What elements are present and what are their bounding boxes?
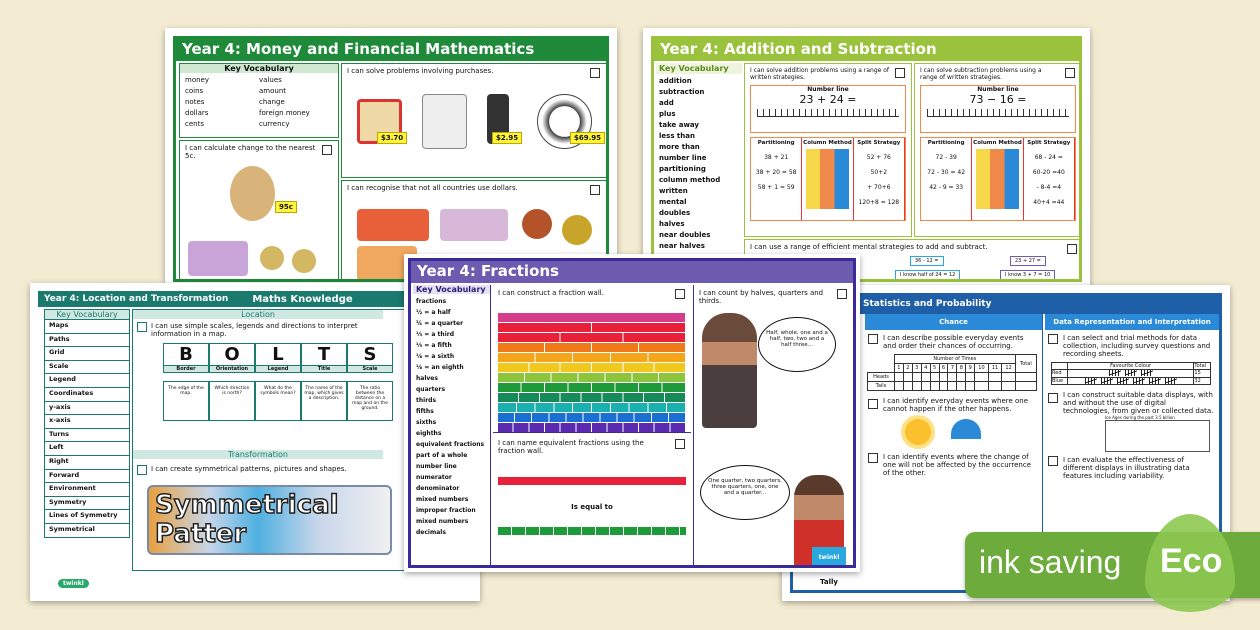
vocab-item: halves: [416, 375, 438, 382]
bolts-description: Which direction is north?: [209, 381, 255, 421]
vocab-item: doubles: [659, 209, 691, 217]
bolts-column: [347, 343, 393, 421]
bolts-description: What do the symbols mean?: [255, 381, 301, 421]
column-method-chart: [806, 149, 848, 209]
bolts-letter: S: [347, 343, 393, 365]
vocab-item: number line: [416, 463, 457, 470]
vocab-item: near halves: [659, 242, 705, 250]
tally-marks: [1067, 370, 1194, 378]
checkbox[interactable]: [1067, 244, 1077, 254]
vocab-item: partitioning: [659, 165, 706, 173]
goal-text: I can describe possible everyday events and order their chances of occurring.: [883, 334, 1024, 350]
bolts-word: Legend: [255, 365, 301, 373]
vocab-item: ⅙ = a sixth: [416, 353, 455, 360]
vocab-item: y-axis: [45, 401, 129, 415]
vocab-title: Key Vocabulary: [45, 310, 129, 319]
vocab-list: [180, 73, 338, 132]
bolts-column: [209, 343, 255, 421]
vocab-item: change: [259, 98, 285, 106]
vocab-item: currency: [259, 120, 290, 128]
equal-label: Is equal to: [571, 503, 613, 511]
goal-text: I can identify events where the change of one will not be affected by the occurrence of the other.: [883, 453, 1032, 477]
number-line-box: [920, 85, 1076, 133]
worksheet-title: Year 4: Money and Financial Mathematics: [176, 39, 606, 61]
vocab-item: thirds: [416, 397, 437, 404]
vocab-title: Key Vocabulary: [180, 64, 338, 73]
vocab-item: less than: [659, 132, 695, 140]
number-line-box: [750, 85, 906, 133]
calculation: 60-20 =40: [1032, 169, 1065, 176]
tally-label: Tally: [820, 578, 838, 586]
methods-row: [920, 137, 1076, 221]
vocab-title: Key Vocabulary: [656, 63, 742, 74]
number-line: [757, 109, 899, 117]
fraction-wall-row: [498, 393, 686, 402]
checkbox[interactable]: [675, 289, 685, 299]
worksheet-title: Year 4: Addition and Subtraction: [654, 39, 1079, 61]
vocab-item: fifths: [416, 408, 434, 415]
twinkl-badge: twinkl: [812, 547, 846, 568]
vocab-title: Key Vocabulary: [413, 285, 490, 294]
vocab-item: amount: [259, 87, 287, 95]
goal-text: I can use simple scales, legends and directions to interpret information in a map.: [151, 322, 358, 338]
fraction-wall-row: [498, 413, 686, 422]
method-column: [802, 138, 853, 220]
fraction-wall-row: [498, 343, 686, 352]
calculation: 42 - 9 = 33: [929, 184, 964, 191]
vocab-item: Maps: [45, 319, 129, 333]
fraction-wall-row: [498, 373, 686, 382]
goal-text: I can calculate change to the nearest 5c.: [185, 144, 316, 160]
bolts-description: The edge of the map.: [163, 381, 209, 421]
method-title: Split Strategy: [1027, 140, 1071, 146]
vocab-item: decimals: [416, 529, 446, 536]
vocab-item: halves: [659, 220, 685, 228]
fraction-wall-row: [498, 333, 686, 342]
vocab-item: sixths: [416, 419, 437, 426]
umbrella-icon: [951, 419, 981, 439]
speech-bubble: One quarter, two quarters, three quarters, one, one and a quarter...: [700, 465, 790, 520]
bolts-column: [255, 343, 301, 421]
vocab-item: denominator: [416, 485, 460, 492]
tally-marks: [1067, 377, 1194, 385]
vocab-item: addition: [659, 77, 692, 85]
bolts-word: Border: [163, 365, 209, 373]
goal-text: I can construct a fraction wall.: [498, 289, 604, 297]
method-column: [1024, 138, 1075, 220]
fraction-wall-row: [498, 383, 686, 392]
method-column: [921, 138, 972, 220]
bolts-description: The ratio between the distance on a map and on the ground.: [347, 381, 393, 421]
calculation: 120+8 = 128: [858, 199, 900, 206]
strategy-panel: [914, 63, 1082, 237]
vocab-item: more than: [659, 143, 700, 151]
method-title: Column Method: [973, 140, 1022, 146]
column-heading: Chance: [865, 314, 1042, 330]
ink-saving-eco-badge: [965, 532, 1260, 598]
vocab-item: number line: [659, 154, 707, 162]
worksheet-title: Year 4: Location and Transformation: [44, 294, 229, 304]
bolts-description: The name of the map, which gives a description.: [301, 381, 347, 421]
number-line-label: Number line: [807, 86, 849, 93]
lion-image: [230, 166, 275, 221]
mental-box: I know 3 + 7 = 10: [1000, 270, 1055, 280]
vocab-item: Symmetry: [45, 496, 129, 510]
fraction-wall-row: [498, 423, 686, 432]
vocab-item: add: [659, 99, 674, 107]
bolts-column: [163, 343, 209, 421]
method-title: Column Method: [803, 140, 852, 146]
speech-bubble: Half, whole, one and a half, two, two and a half three...: [758, 317, 836, 372]
calculation: 38 + 20 = 58: [755, 169, 797, 176]
bolts-letter: B: [163, 343, 209, 365]
vocab-item: Coordinates: [45, 387, 129, 401]
number-line-label: Number line: [977, 86, 1019, 93]
vocab-item: mental: [659, 198, 687, 206]
vocab-item: coins: [185, 87, 204, 95]
vocab-item: ¼ = a quarter: [416, 320, 464, 327]
calculation: 50+2: [870, 169, 888, 176]
goal-text: I can solve problems involving purchases.: [347, 67, 494, 75]
vocab-item: Forward: [45, 469, 129, 483]
vocab-item: near doubles: [659, 231, 711, 239]
fraction-wall-row: [498, 313, 686, 322]
vocab-item: mixed numbers: [416, 518, 469, 525]
fraction-wall-row: [498, 403, 686, 412]
price-tag: 95c: [275, 201, 297, 213]
vocab-item: mixed numbers: [416, 496, 469, 503]
vocab-item: ½ = a half: [416, 309, 451, 316]
bolts-letter: L: [255, 343, 301, 365]
goal-text: I can evaluate the effectiveness of different displays in illustrating data features including variability.: [1063, 456, 1190, 480]
method-title: Split Strategy: [857, 140, 901, 146]
fraction-bar-thirds: [498, 477, 686, 485]
eco-text: ink saving: [979, 544, 1122, 580]
vocab-item: Legend: [45, 373, 129, 387]
vocab-list: [45, 319, 129, 537]
vocab-item: Lines of Symmetry: [45, 509, 129, 523]
fraction-wall: [498, 313, 686, 432]
vocab-item: Grid: [45, 346, 129, 360]
coin-image: [260, 246, 284, 270]
vocab-item: x-axis: [45, 414, 129, 428]
checkbox[interactable]: [590, 68, 600, 78]
checkbox[interactable]: [837, 289, 847, 299]
receipt-image: [422, 94, 467, 149]
goal-text: I can recognise that not all countries use dollars.: [347, 184, 518, 192]
vocab-item: fractions: [416, 298, 447, 305]
vocab-item: ⅕ = a fifth: [416, 342, 452, 349]
banner-text: Symmetrical Patter: [155, 490, 339, 549]
vocab-item: part of a whole: [416, 452, 468, 459]
addition-subtraction-worksheet[interactable]: [643, 28, 1090, 290]
worksheet-title: Year 4: Fractions: [411, 261, 853, 283]
vocab-item: cents: [185, 120, 204, 128]
vocab-item: take away: [659, 121, 699, 129]
strategy-panel: [744, 63, 912, 237]
calculation: 72 - 30 = 42: [927, 169, 966, 176]
vocab-item: Scale: [45, 360, 129, 374]
method-title: Partitioning: [757, 140, 795, 146]
method-column: [972, 138, 1023, 220]
vocab-item: plus: [659, 110, 676, 118]
banknote-image: [357, 209, 429, 241]
vocab-item: notes: [185, 98, 205, 106]
eco-label: Eco: [1160, 542, 1223, 580]
vocab-item: Left: [45, 441, 129, 455]
expression: 73 − 16 =: [969, 93, 1027, 106]
calculation: 72 - 39: [935, 154, 957, 161]
fraction-bar-twelfths: [498, 527, 686, 535]
number-line: [927, 109, 1069, 117]
checkbox[interactable]: [322, 145, 332, 155]
method-column: [854, 138, 905, 220]
bolts-word: Scale: [347, 365, 393, 373]
vocab-item: dollars: [185, 109, 209, 117]
goal-text: I can solve subtraction problems using a range of written strategies.: [920, 67, 1042, 81]
vocab-item: Right: [45, 455, 129, 469]
price-tag: $3.70: [377, 132, 407, 144]
coin-image: [562, 215, 592, 245]
bolts-column: [301, 343, 347, 421]
checkbox[interactable]: [895, 68, 905, 78]
vocab-item: foreign money: [259, 109, 310, 117]
calculation: 52 + 76: [866, 154, 891, 161]
price-tag: $2.95: [492, 132, 522, 144]
coin-image: [292, 249, 316, 273]
goal-text: I can construct suitable data displays, with and without the use of digital technologies, from given or collected data.: [1063, 391, 1214, 415]
vocab-item: numerator: [416, 474, 452, 481]
fraction-wall-row: [498, 323, 686, 332]
graph-title: Ice Ages during the past 3.5 billion: [1105, 415, 1175, 420]
vocab-item: Symmetrical: [45, 523, 129, 537]
sun-icon: [905, 419, 931, 445]
vocab-item: subtraction: [659, 88, 705, 96]
teacher-image: [702, 313, 757, 428]
calculation: + 70+6: [867, 184, 891, 191]
price-tag: $69.95: [570, 132, 605, 144]
banknote-image: [188, 241, 248, 276]
mental-box: 36 - 12 =: [910, 256, 944, 266]
vocab-item: money: [185, 76, 209, 84]
calculation: 58 + 1 = 59: [757, 184, 795, 191]
vocab-item: written: [659, 187, 688, 195]
vocab-list: [656, 74, 742, 254]
section-heading: Transformation: [133, 450, 383, 459]
tally-table: Number of Times Total 1 2 3 4 5 6 7 8 9 10 11 12 Heads Tails: [867, 354, 1037, 391]
goal-text: I can select and trial methods for data collection, including survey questions and recording sheets.: [1063, 334, 1211, 358]
vocab-item: equivalent fractions: [416, 441, 485, 448]
checkbox[interactable]: [675, 439, 685, 449]
vocab-item: eighths: [416, 430, 442, 437]
goal-text: I can use a range of efficient mental strategies to add and subtract.: [750, 243, 988, 251]
bolts-word: Orientation: [209, 365, 255, 373]
column-method-chart: [976, 149, 1018, 209]
expression: 23 + 24 =: [799, 93, 857, 106]
checkbox[interactable]: [1065, 68, 1075, 78]
vocab-item: Turns: [45, 428, 129, 442]
methods-row: [750, 137, 906, 221]
twinkl-logo: twinkl: [58, 579, 89, 588]
vocab-list: [413, 294, 490, 540]
bolts-word: Title: [301, 365, 347, 373]
vocab-item: Environment: [45, 482, 129, 496]
bolts-letter: T: [301, 343, 347, 365]
vocab-item: improper fraction: [416, 507, 476, 514]
mental-box: I know half of 24 = 12: [895, 270, 960, 280]
worksheet-subtitle: Maths Knowledge: [252, 294, 353, 305]
fraction-wall-row: [498, 363, 686, 372]
vocab-item: column method: [659, 176, 721, 184]
section-heading: Location: [133, 310, 383, 319]
goal-text: I can solve addition problems using a range of written strategies.: [750, 67, 890, 81]
mental-box: 23 + 27 =: [1010, 256, 1046, 266]
vocab-item: ⅛ = an eighth: [416, 364, 464, 371]
fractions-worksheet[interactable]: [404, 254, 860, 572]
bolts-letter: O: [209, 343, 255, 365]
goal-text: I can identify everyday events where one cannot happen if the other happens.: [883, 397, 1029, 413]
calculation: - 8-4 =4: [1036, 184, 1062, 191]
vocab-item: Paths: [45, 333, 129, 347]
method-column: [751, 138, 802, 220]
goal-text: I can create symmetrical patterns, pictures and shapes.: [151, 465, 347, 473]
money-worksheet[interactable]: [165, 28, 617, 290]
vocab-item: ⅓ = a third: [416, 331, 455, 338]
symmetrical-patterns-banner: [147, 485, 392, 555]
checkbox[interactable]: [590, 185, 600, 195]
calculation: 68 - 24 =: [1034, 154, 1063, 161]
fraction-wall-row: [498, 353, 686, 362]
calculation: 40+4 =44: [1033, 199, 1065, 206]
banknote-image: [440, 209, 508, 241]
coin-image: [522, 209, 552, 239]
goal-text: I can name equivalent fractions using the fraction wall.: [498, 439, 644, 455]
vocab-item: values: [259, 76, 282, 84]
calculation: 38 + 21: [764, 154, 789, 161]
goal-text: I can count by halves, quarters and thirds.: [699, 289, 824, 305]
worksheet-title: Statistics and Probability: [793, 296, 1219, 314]
method-title: Partitioning: [927, 140, 965, 146]
column-heading: Data Representation and Interpretation: [1045, 314, 1219, 330]
line-graph: [1105, 420, 1210, 452]
favourite-colour-table: Favourite Colour Total Red 15 Blue 32: [1051, 362, 1211, 385]
vocab-item: quarters: [416, 386, 446, 393]
